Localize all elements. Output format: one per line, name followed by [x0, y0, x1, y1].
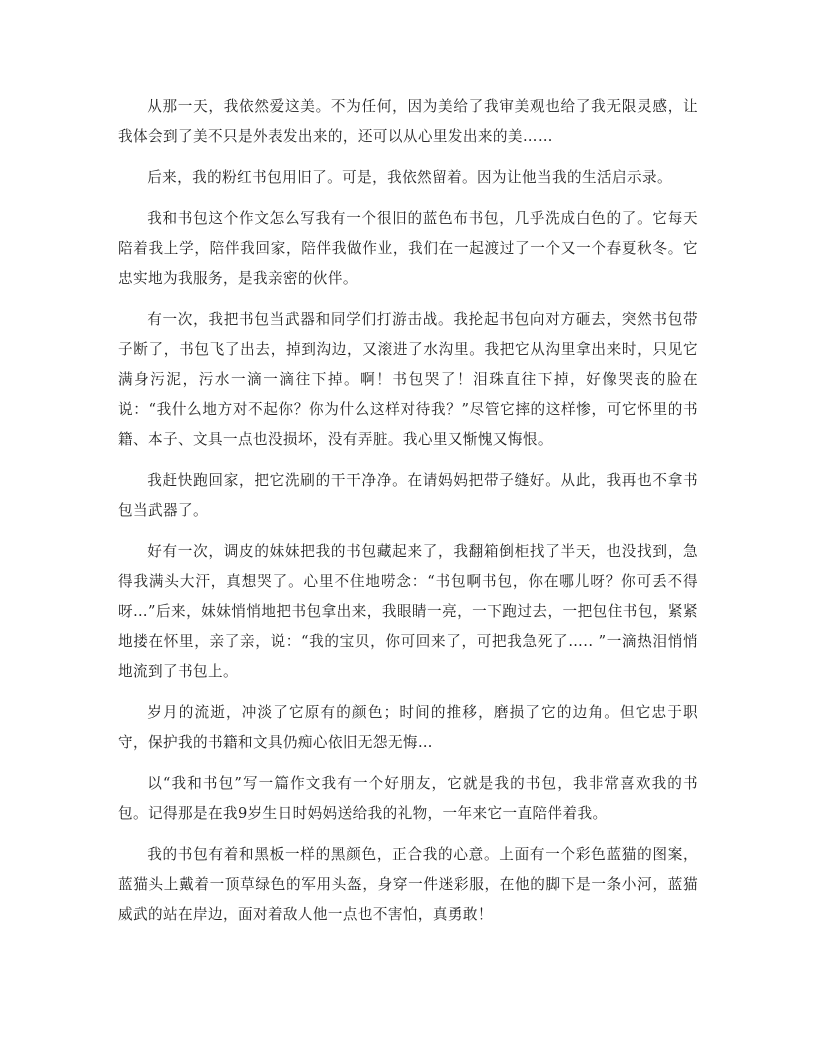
paragraph: 我和书包这个作文怎么写我有一个很旧的蓝色布书包，几乎洗成白色的了。它每天陪着我上学，陪伴我回家，陪伴我做作业，我们在一起渡过了一个又一个春夏秋冬。它忠实地为我服务，是我亲密的伙伴。: [118, 210, 698, 287]
essay-body: [118, 92, 698, 930]
paragraph: 岁月的流逝，冲淡了它原有的颜色；时间的推移，磨损了它的边角。但它忠于职守，保护我的书籍和文具仍痴心依旧无怨无悔…: [118, 704, 698, 751]
paragraph: 以“我和书包”写一篇作文我有一个好朋友，它就是我的书包，我非常喜欢我的书包。记得那是在我9岁生日时妈妈送给我的礼物，一年来它一直陪伴着我。: [118, 775, 698, 822]
paragraph: 后来，我的粉红书包用旧了。可是，我依然留着。因为让他当我的生活启示录。: [147, 169, 672, 186]
paragraph: 我赶快跑回家，把它洗刷的干干净净。在请妈妈把带子缝好。从此，我再也不拿书包当武器了。: [118, 472, 698, 519]
paragraph: 我的书包有着和黑板一样的黑颜色，正合我的心意。上面有一个彩色蓝猫的图案，蓝猫头上戴着一顶草绿色的军用头盔，身穿一件迷彩服，在他的脚下是一条小河，蓝猫威武的站在岸边，面对着敌人他一点也不害怕，真勇敢！: [118, 846, 698, 923]
paragraph: 好有一次，调皮的妹妹把我的书包藏起来了，我翻箱倒柜找了半天，也没找到，急得我满头大汗，真想哭了。心里不住地唠念：“书包啊书包，你在哪儿呀？你可丢不得呀…”后来，妹妹悄悄地把书包拿出来，我眼睛一亮，一下跑过去，一把包住书包，紧紧地搂在怀里，亲了亲，说：“我的宝贝，你可回来了，可把我急死了….. ”一滴热泪悄悄地流到了书包上。: [118, 543, 698, 680]
paragraph: 从那一天，我依然爱这美。不为任何，因为美给了我审美观也给了我无限灵感，让我体会到了美不只是外表发出来的，还可以从心里发出来的美……: [118, 98, 698, 145]
paragraph: 有一次，我把书包当武器和同学们打游击战。我抡起书包向对方砸去，突然书包带子断了，书包飞了出去，掉到沟边，又滚进了水沟里。我把它从沟里拿出来时，只见它满身污泥，污水一滴一滴往下掉。啊！书包哭了！泪珠直往下掉，好像哭丧的脸在说：“我什么地方对不起你？你为什么这样对待我？”尽管它摔的这样惨，可它怀里的书籍、本子、文具一点也没损坏，没有弄脏。我心里又惭愧又悔恨。: [118, 311, 698, 448]
